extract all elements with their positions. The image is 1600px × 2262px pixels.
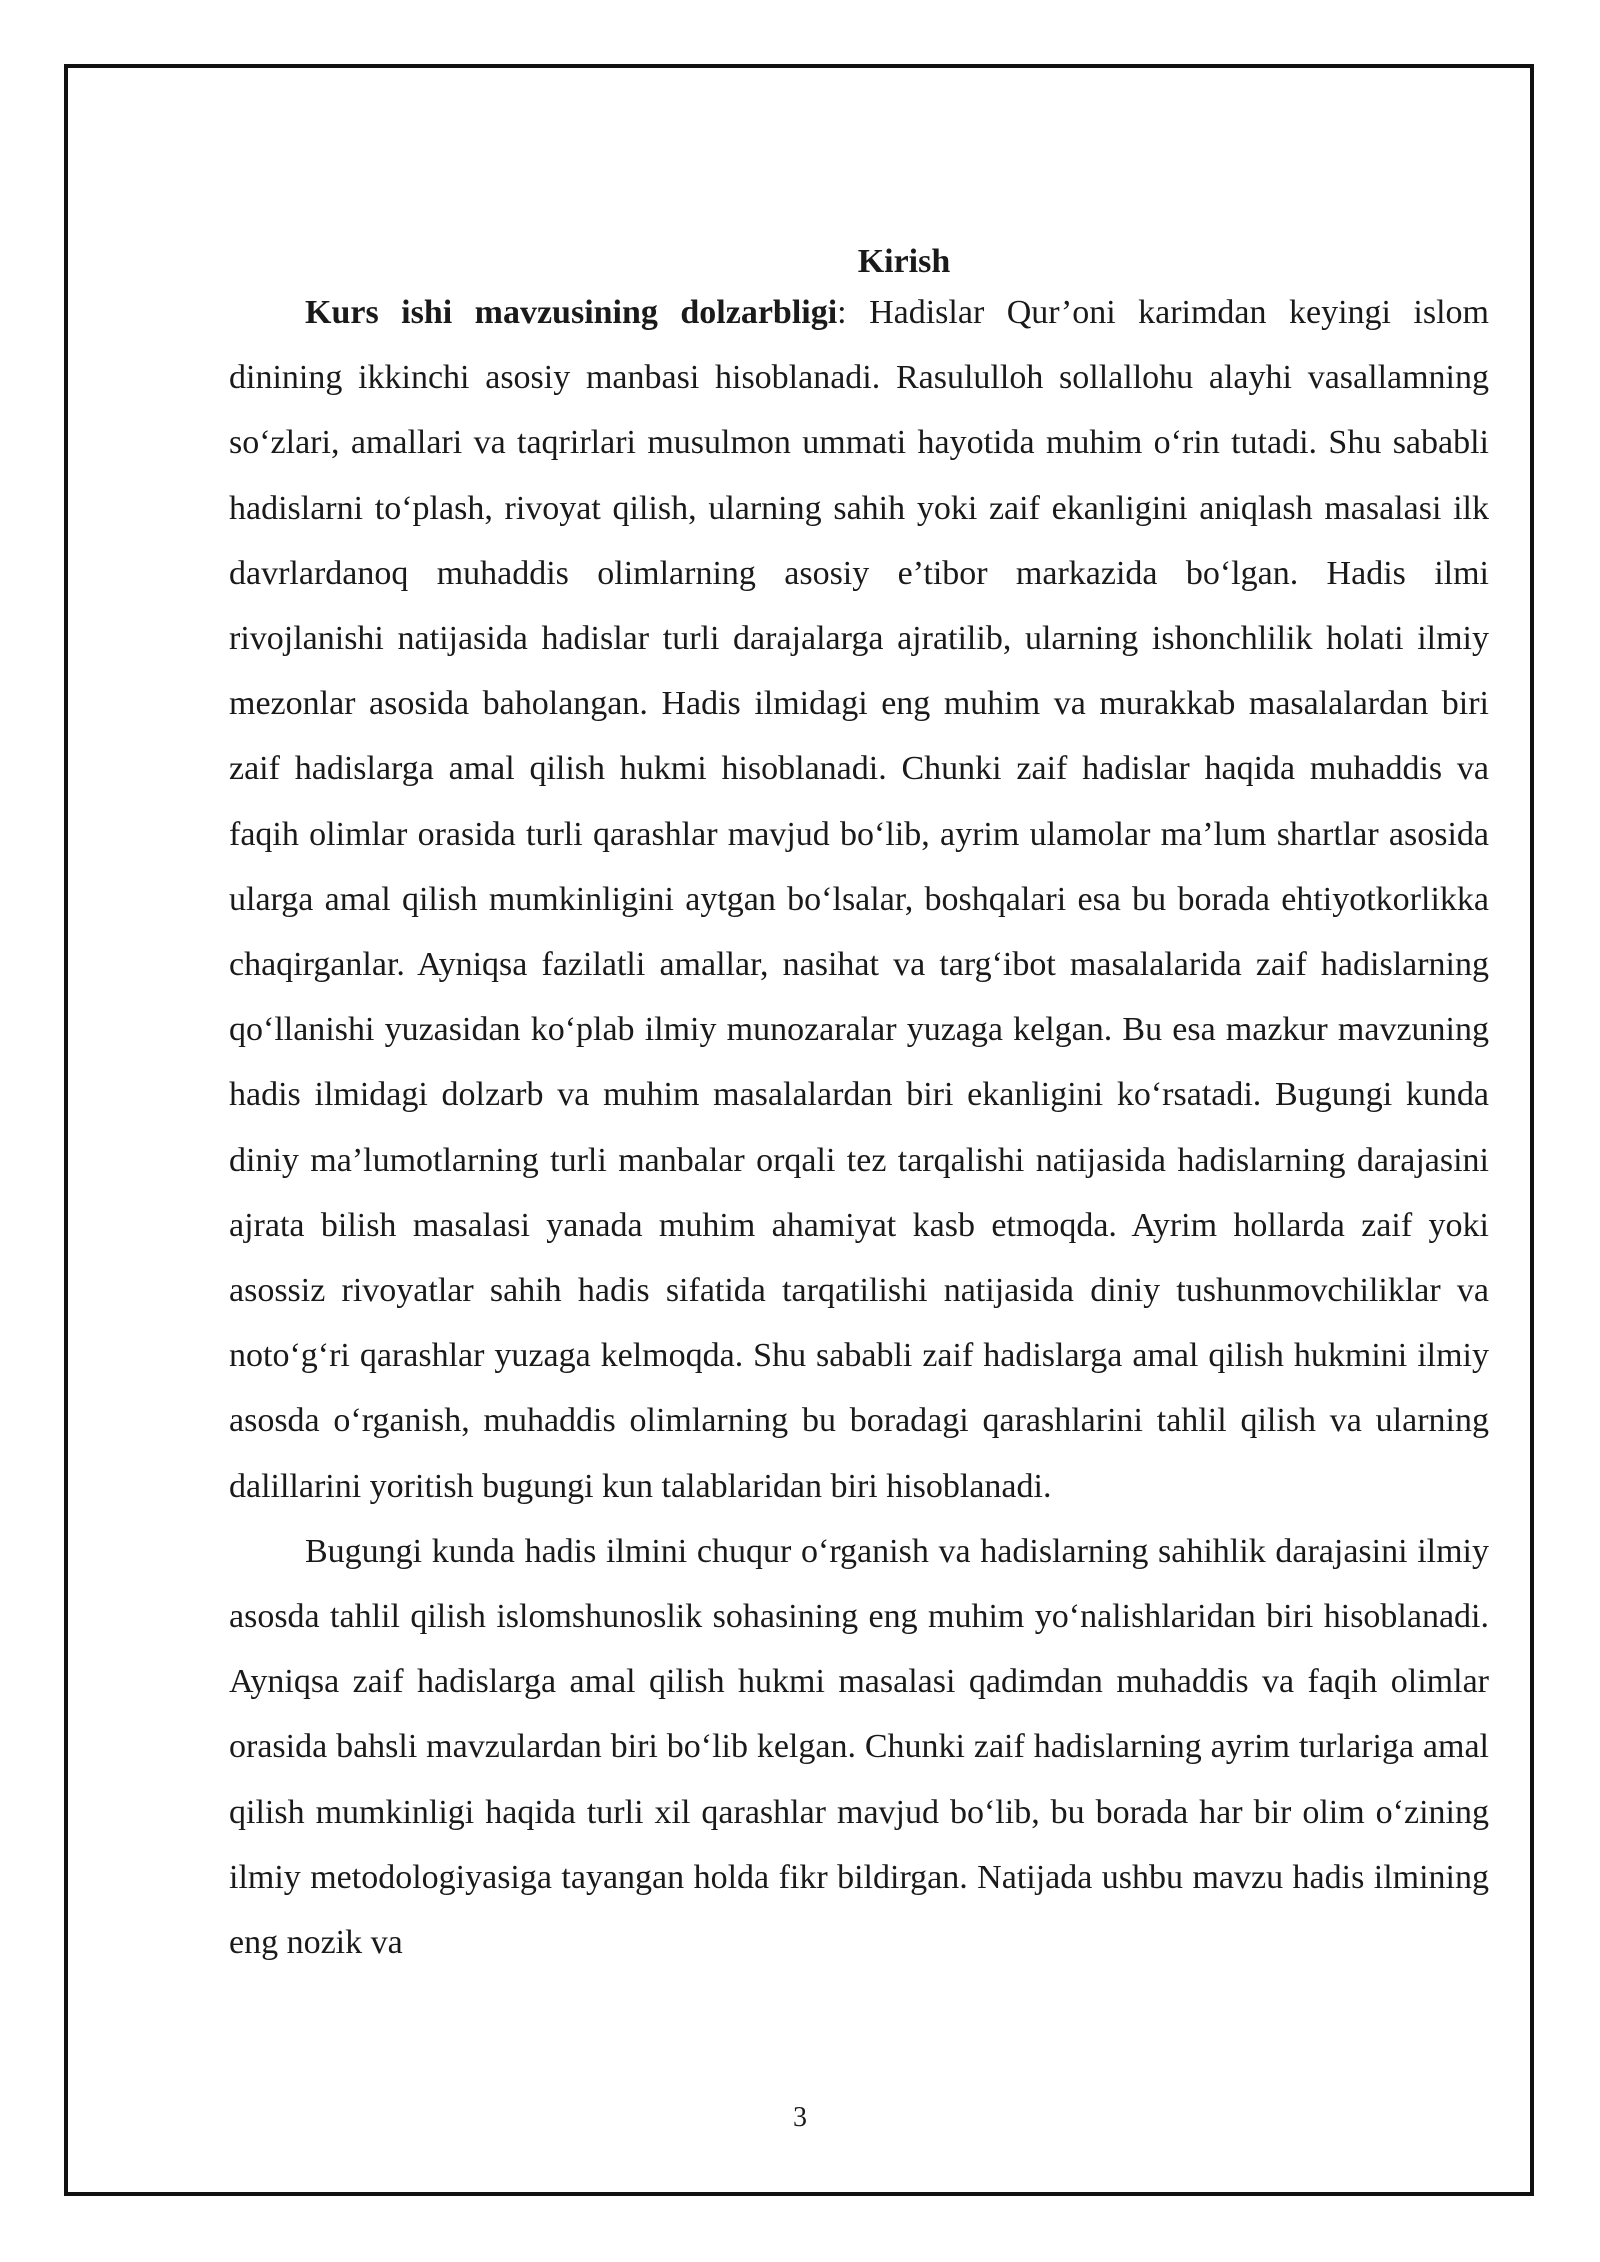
paragraph-second: Bugungi kunda hadis ilmini chuqur o‘rganish va hadislarning sahihlik darajasini ilmiy asosda tahlil qilish islomshunoslik sohasining eng muhim yo‘nalishlaridan biri hisoblanadi. Ayniqsa zaif hadislarga amal qilish hukmi masalasi qadimdan muhaddis va faqih olimlar orasida bahsli mavzulardan biri bo‘lib kelgan. Chunki zaif hadislarning ayrim turlariga amal qilish mumkinligi haqida turli xil qarashlar mavjud bo‘lib, bu borada har bir olim o‘zining ilmiy metodologiyasiga tayangan holda fikr bildirgan. Natijada ushbu mavzu hadis ilmining eng nozik va	[229, 1532, 1489, 1962]
paragraph-relevance	[229, 280, 1489, 1519]
document-body	[229, 236, 1489, 1975]
section-heading: Kirish	[857, 243, 951, 280]
paragraph-text: : Hadislar Qur’oni karimdan keyingi islom dinining ikkinchi asosiy manbasi hisoblanadi. Rasululloh sollallohu alayhi vasallamning so‘zlari, amallari va taqrirlari musulmon ummati hayotida muhim o‘rin tutadi. Shu sababli hadislarni to‘plash, rivoyat qilish, ularning sahih yoki zaif ekanligini aniqlash masalasi ilk davrlardanoq muhaddis olimlarning asosiy e’tibor markazida bo‘lgan. Hadis ilmi rivojlanishi natijasida hadislar turli darajalarga ajratilib, ularning ishonchlilik holati ilmiy mezonlar asosida baholangan. Hadis ilmidagi eng muhim va murakkab masalalardan biri zaif hadislarga amal qilish hukmi hisoblanadi. Chunki zaif hadislar haqida muhaddis va faqih olimlar orasida turli qarashlar mavjud bo‘lib, ayrim ulamolar ma’lum shartlar asosida ularga amal qilish mumkinligini aytgan bo‘lsalar, boshqalari esa bu borada ehtiyotkorlikka chaqirganlar. Ayniqsa fazilatli amallar, nasihat va targ‘ibot masalalarida zaif hadislarning qo‘llanishi yuzasidan ko‘plab ilmiy munozaralar yuzaga kelgan. Bu esa mazkur mavzuning hadis ilmidagi dolzarb va muhim masalalardan biri ekanligini ko‘rsatadi. Bugungi kunda diniy ma’lumotlarning turli manbalar orqali tez tarqalishi natijasida hadislarning darajasini ajrata bilish masalasi yanada muhim ahamiyat kasb etmoqda. Ayrim hollarda zaif yoki asossiz rivoyatlar sahih hadis sifatida tarqatilishi natijasida diniy tushunmovchiliklar va noto‘g‘ri qarashlar yuzaga kelmoqda. Shu sababli zaif hadislarga amal qilish hukmini ilmiy asosda o‘rganish, muhaddis olimlarning bu boradagi qarashlarini tahlil qilish va ularning dalillarini yoritish bugungi kun talablaridan biri hisoblanadi.	[229, 294, 1489, 1505]
paragraph-lead: Kurs ishi mavzusining dolzarbligi	[305, 294, 838, 331]
page-number: 3	[793, 2102, 807, 2133]
